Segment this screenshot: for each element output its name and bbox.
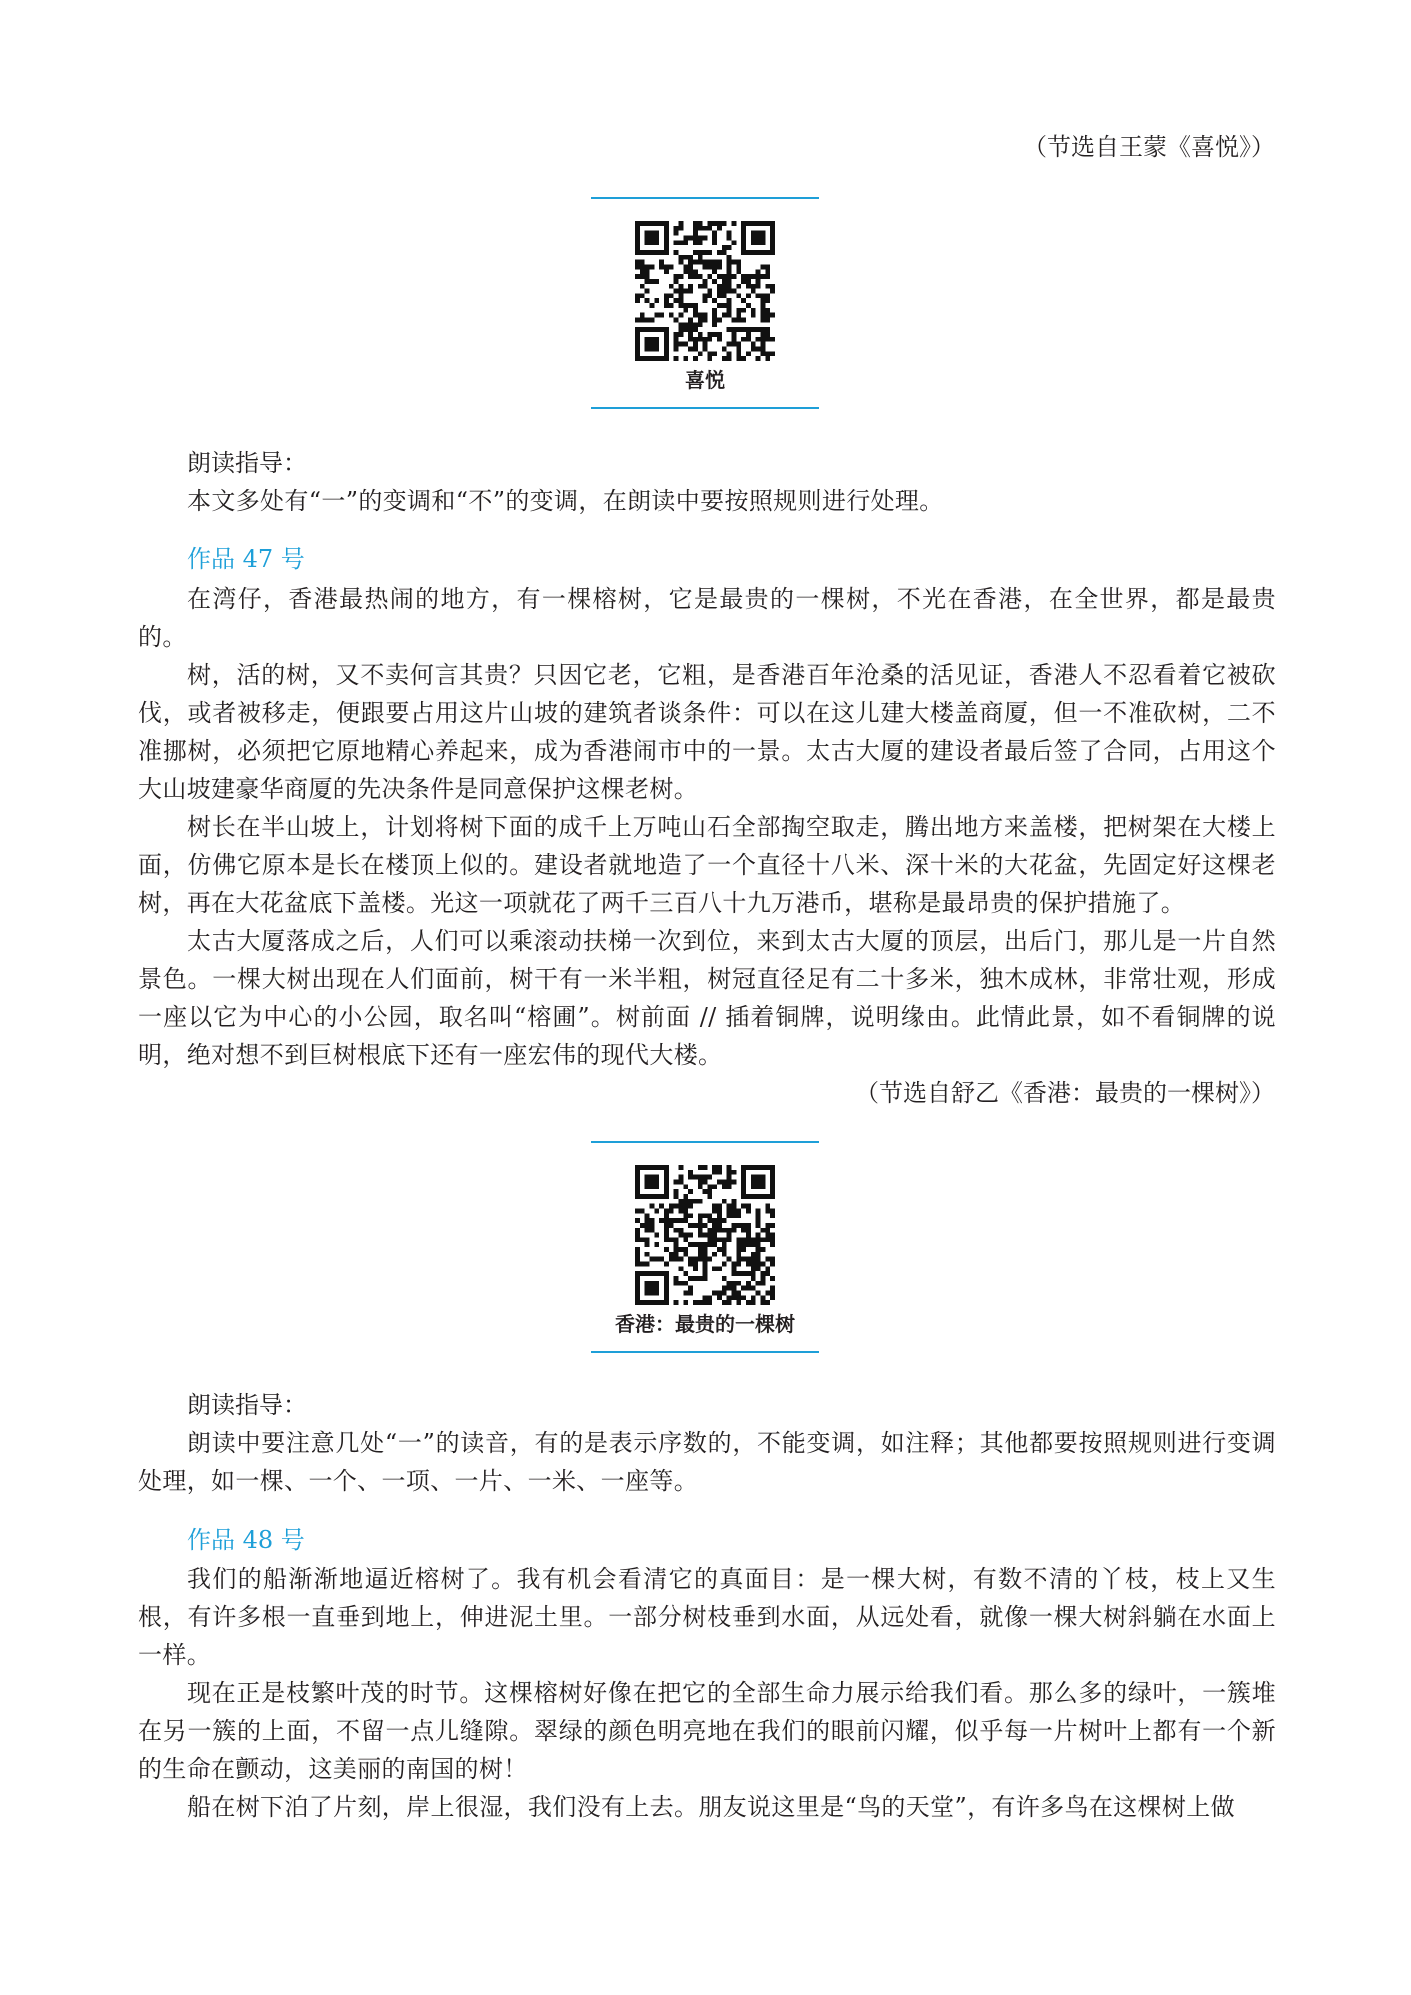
qr-caption: 喜悦: [685, 368, 725, 392]
source-citation-work-47: （节选自舒乙《香港：最贵的一棵树》）: [855, 1079, 1275, 1107]
reading-guide-body: [138, 1424, 1276, 1500]
work-47-text: [138, 580, 1276, 1074]
reading-guide-text: 本文多处有“一”的变调和“不”的变调，在朗读中要按照规则进行处理。: [187, 487, 944, 515]
qr-block-xiyue: [591, 197, 819, 409]
paragraph: 树，活的树，又不卖何言其贵？只因它老，它粗，是香港百年沧桑的活见证，香港人不忍看着它被砍伐，或者被移走，便跟要占用这片山坡的建筑者谈条件：可以在这儿建大楼盖商厦，但一不准砍树，二不准挪树，必须把它原地精心养起来，成为香港闹市中的一景。太古大厦的建设者最后签了合同，占用这个大山坡建豪华商厦的先决条件是同意保护这棵老树。: [138, 661, 1276, 803]
qr-block-hongkong: [591, 1141, 819, 1353]
qr-caption: 香港：最贵的一棵树: [615, 1312, 795, 1336]
work-47-label: 作品 47 号: [187, 545, 305, 573]
qr-code-icon: [635, 221, 775, 361]
qr-top-rule: [591, 1141, 819, 1143]
qr-bottom-rule: [591, 407, 819, 409]
paragraph: 太古大厦落成之后，人们可以乘滚动扶梯一次到位，来到太古大厦的顶层，出后门，那儿是一片自然景色。一棵大树出现在人们面前，树干有一米半粗，树冠直径足有二十多米，独木成林，非常壮观，形成一座以它为中心的小公园，取名叫“榕圃”。树前面 // 插着铜牌，说明缘由。此情此景，如不看铜牌的说明，绝对想不到巨树根底下还有一座宏伟的现代大楼。: [138, 927, 1276, 1069]
paragraph: 我们的船渐渐地逼近榕树了。我有机会看清它的真面目：是一棵大树，有数不清的丫枝，枝上又生根，有许多根一直垂到地上，伸进泥土里。一部分树枝垂到水面，从远处看，就像一棵大树斜躺在水面上一样。: [138, 1565, 1276, 1669]
qr-top-rule: [591, 197, 819, 199]
paragraph: 船在树下泊了片刻，岸上很湿，我们没有上去。朋友说这里是“鸟的天堂”，有许多鸟在这棵树上做: [187, 1793, 1235, 1821]
work-48-text: [138, 1560, 1276, 1826]
reading-guide-heading: 朗读指导：: [187, 1391, 307, 1419]
reading-guide-heading: 朗读指导：: [187, 449, 307, 477]
paragraph: 树长在半山坡上，计划将树下面的成千上万吨山石全部掏空取走，腾出地方来盖楼，把树架在大楼上面，仿佛它原本是长在楼顶上似的。建设者就地造了一个直径十八米、深十米的大花盆，先固定好这棵老树，再在大花盆底下盖楼。光这一项就花了两千三百八十九万港币，堪称是最昂贵的保护措施了。: [138, 813, 1276, 917]
reading-guide-text: 朗读中要注意几处“一”的读音，有的是表示序数的，不能变调，如注释；其他都要按照规则进行变调处理，如一棵、一个、一项、一片、一米、一座等。: [138, 1429, 1276, 1495]
paragraph: 现在正是枝繁叶茂的时节。这棵榕树好像在把它的全部生命力展示给我们看。那么多的绿叶，一簇堆在另一簇的上面，不留一点儿缝隙。翠绿的颜色明亮地在我们的眼前闪耀，似乎每一片树叶上都有一个新的生命在颤动，这美丽的南国的树！: [138, 1679, 1276, 1783]
source-citation-xiyue: （节选自王蒙《喜悦》）: [1023, 133, 1275, 161]
qr-bottom-rule: [591, 1351, 819, 1353]
work-48-label: 作品 48 号: [187, 1526, 305, 1554]
qr-code-icon: [635, 1165, 775, 1305]
reading-guide-body: [138, 482, 1276, 520]
paragraph: 在湾仔，香港最热闹的地方，有一棵榕树，它是最贵的一棵树，不光在香港，在全世界，都是最贵的。: [138, 585, 1276, 651]
